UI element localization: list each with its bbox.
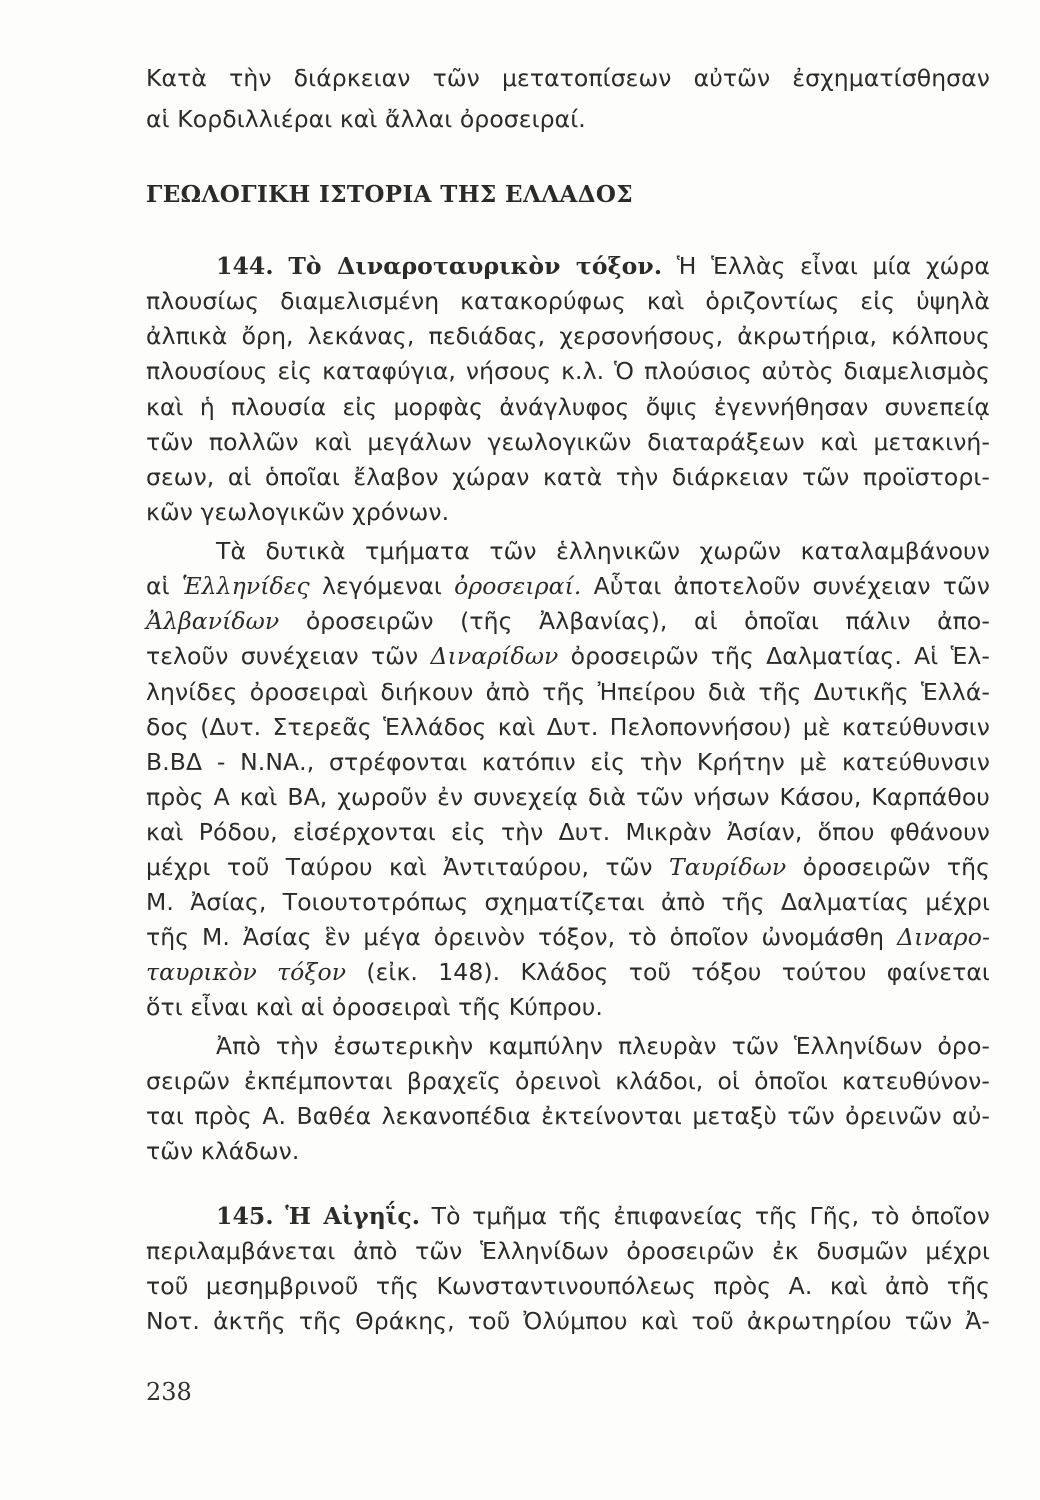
text-line: ταυρικὸν τόξον (εἰκ. 148). Κλάδος τοῦ τόξου τούτου φαίνεται (146, 958, 990, 986)
italic-term: ὀροσειραί. (454, 572, 582, 600)
text-line: περιλαμβάνεται ἀπὸ τῶν Ἑλληνίδων ὀροσειρῶν ἐκ δυσμῶν μέχρι (146, 1237, 990, 1265)
text-line: καὶ Ρόδου, εἰσέρχονται εἰς τὴν Δυτ. Μικρὰν Ἀσίαν, ὅπου φθάνουν (146, 818, 990, 846)
text-line: πλουσίως διαμελισμένη κατακορύφως καὶ ὁριζοντίως εἰς ὑψηλὰ (146, 287, 990, 315)
text-line: καὶ ἡ πλουσία εἰς μορφὰς ἀνάγλυφος ὄψις ἐγεννήθησαν συνεπείᾳ (146, 393, 990, 421)
text-line: Μ. Ἀσίας, Τοιουτοτρόπως σχηματίζεται ἀπὸ τῆς Δαλματίας μέχρι (146, 888, 990, 916)
text-line: αἱ Ἑλληνίδες λεγόμεναι ὀροσειραί. Αὗται ἀποτελοῦν συνέχειαν τῶν (146, 572, 990, 600)
italic-term: Ἑλληνίδες (181, 572, 310, 600)
section-145-text: Τὸ τμῆμα τῆς ἐπιφανείας τῆς Γῆς, τὸ ὁποῖον (431, 1202, 990, 1230)
intro-line-1: Κατὰ τὴν διάρκειαν τῶν μετατοπίσεων αὐτῶν ἐσχηματίσθησαν (146, 64, 990, 92)
text-line: Β.ΒΔ - Ν.ΝΑ., στρέφονται κατόπιν εἰς τὴν Κρήτην μὲ κατεύθυνσιν (146, 748, 990, 776)
italic-term: Ταυρίδων (669, 853, 787, 881)
text-line: Ἀλβανίδων ὀροσειρῶν (τῆς Ἀλβανίας), αἱ ὁποῖαι πάλιν ἀπο- (146, 607, 990, 635)
text-line: τοῦ μεσημβρινοῦ τῆς Κωνσταντινουπόλεως πρὸς Α. καὶ ἀπὸ τῆς (146, 1272, 990, 1300)
section-144-number: 144. (216, 252, 274, 280)
text-line: ὅτι εἶναι καὶ αἱ ὀροσειραὶ τῆς Κύπρου. (146, 993, 603, 1021)
text-line: Νοτ. ἀκτῆς τῆς Θράκης, τοῦ Ὀλύμπου καὶ τοῦ ἀκρωτηρίου τῶν Ἀ- (146, 1307, 990, 1335)
italic-term: ταυρικὸν τόξον (146, 958, 347, 986)
text-line: σεων, αἱ ὁποῖαι ἔλαβον χώραν κατὰ τὴν διάρκειαν τῶν προϊστορι- (146, 463, 990, 491)
text-line: τῶν κλάδων. (146, 1137, 300, 1165)
intro-line-2: αἱ Κορδιλλιέραι καὶ ἄλλαι ὀροσειραί. (146, 105, 586, 133)
text-line: Ἀπὸ τὴν ἐσωτερικὴν καμπύλην πλευρὰν τῶν Ἑλληνίδων ὀρο- (216, 1032, 990, 1060)
text-line: ται πρὸς Α. Βαθέα λεκανοπέδια ἐκτείνονται μεταξὺ τῶν ὀρεινῶν αὐ- (146, 1102, 990, 1130)
text-line: μέχρι τοῦ Ταύρου καὶ Ἀντιταύρου, τῶν Ταυρίδων ὀροσειρῶν τῆς (146, 853, 990, 881)
text-line: πρὸς Α καὶ ΒΑ, χωροῦν ἐν συνεχείᾳ διὰ τῶν νήσων Κάσου, Καρπάθου (146, 783, 990, 811)
section-145-number: 145. (216, 1202, 274, 1230)
chapter-heading: ΓΕΩΛΟΓΙΚΗ ΙΣΤΟΡΙΑ ΤΗΣ ΕΛΛΑΔΟΣ (146, 181, 634, 208)
text-line: δος (Δυτ. Στερεᾶς Ἑλλάδος καὶ Δυτ. Πελοποννήσου) μὲ κατεύθυνσιν (146, 713, 990, 741)
text-line: Τὰ δυτικὰ τμήματα τῶν ἑλληνικῶν χωρῶν καταλαμβάνουν (216, 537, 990, 565)
page-number: 238 (146, 1378, 192, 1406)
text-line: ἀλπικὰ ὄρη, λεκάνας, πεδιάδας, χερσονήσους, ἀκρωτήρια, κόλπους (146, 322, 990, 350)
italic-term: Διναρο- (897, 923, 990, 951)
italic-term: Διναρίδων (430, 642, 559, 670)
section-144-text: Ἡ Ἑλλὰς εἶναι μία χώρα (676, 252, 990, 280)
section-145-title: Ἡ Αἰγηΐς. (285, 1202, 421, 1230)
text-line: ληνίδες ὀροσειραὶ διήκουν ἀπὸ τῆς Ἠπείρου διὰ τῆς Δυτικῆς Ἑλλά- (146, 678, 990, 706)
text-line: σειρῶν ἐκπέμπονται βραχεῖς ὀρεινοὶ κλάδοι, οἱ ὁποῖοι κατευθύνον- (146, 1067, 990, 1095)
text-line: τελοῦν συνέχειαν τῶν Διναρίδων ὀροσειρῶν τῆς Δαλματίας. Αἱ Ἑλ- (146, 642, 991, 670)
section-144-first-line (216, 250, 990, 282)
text-line: τῶν πολλῶν καὶ μεγάλων γεωλογικῶν διαταράξεων καὶ μετακινή- (146, 428, 990, 456)
text-line: τῆς Μ. Ἀσίας ἓν μέγα ὀρεινὸν τόξον, τὸ ὁποῖον ὠνομάσθη Διναρο- (146, 923, 990, 951)
italic-term: Ἀλβανίδων (146, 607, 280, 635)
section-144-title: Τὸ Διναροταυρικὸν τόξον. (288, 252, 663, 280)
text-line: κῶν γεωλογικῶν χρόνων. (146, 498, 450, 526)
text-line: πλουσίους εἰς καταφύγια, νήσους κ.λ. Ὁ πλούσιος αὐτὸς διαμελισμὸς (146, 357, 990, 385)
section-145-first-line (216, 1200, 990, 1232)
